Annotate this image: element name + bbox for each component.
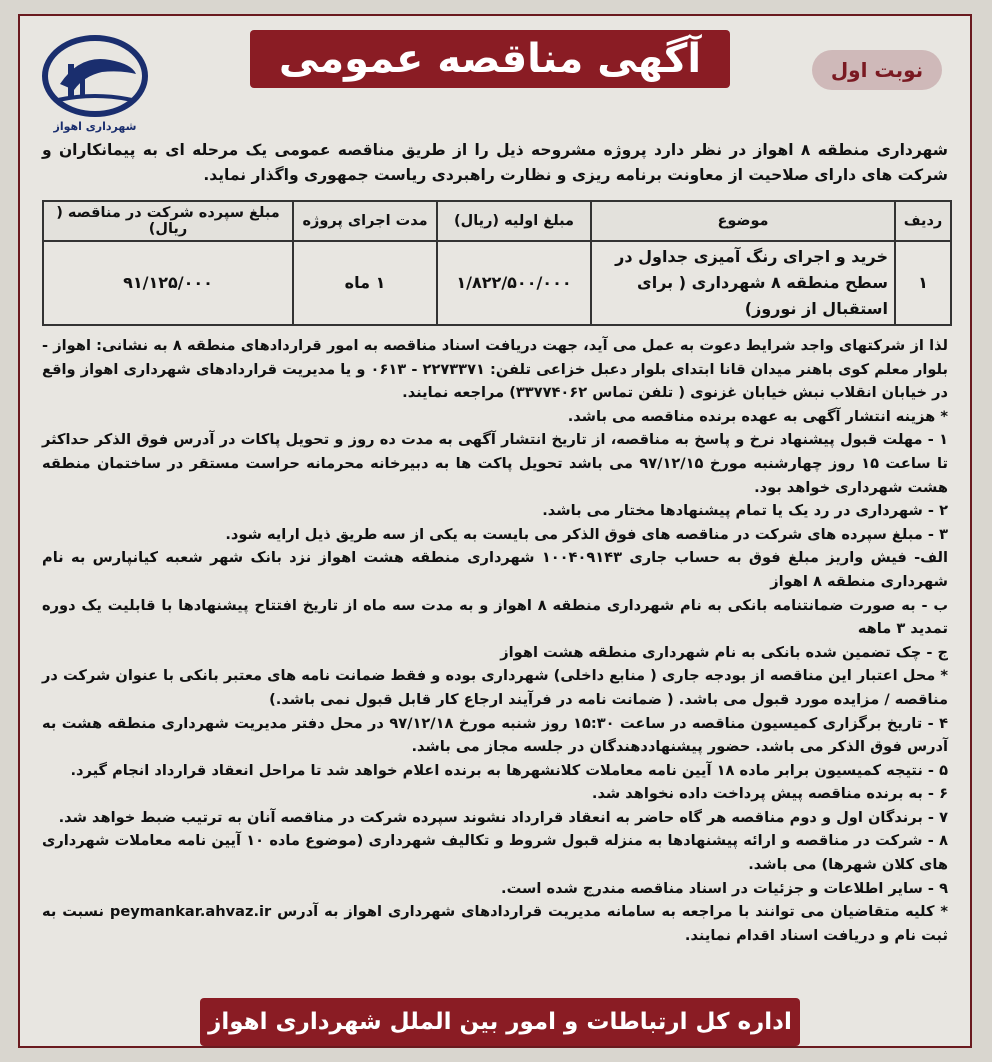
col-initial-amount: مبلغ اولیه (ریال) [437,201,591,241]
emblem-icon [40,34,150,120]
item-3b: ب - به صورت ضمانتنامه بانکی به نام شهرداری منطقه ۸ اهواز و به مدت سه ماه از تاریخ افتتاح پیشنهادها با قابلیت یک دوره تمدید ۳ ماهه [42,596,949,638]
item-3a: الف- فیش واریز مبلغ فوق به حساب جاری ۱۰۰۴۰۹۱۴۳ شهرداری منطقه هشت اهواز نزد بانک شهر شعبه کیانپارس به نام شهرداری منطقه ۸ اهواز [42,549,948,590]
item-6: ۶ - به برنده مناقصه پیش پرداخت داده نخواهد شد. [591,785,948,803]
paragraph-budget: * محل اعتبار این مناقصه از بودجه جاری ( منابع داخلی) شهرداری بوده و فقط ضمانت نامه های معتبر بانکی با عنوان شرکت در مناقصه / مزایده مورد قبول می باشد. ( ضمانت نامه در فرآیند ارجاع کار قابل قبول نمی باشد.) [41,667,948,708]
item-5: ۵ - نتیجه کمیسیون برابر ماده ۱۸ آیین نامه معاملات کلانشهرها به برنده اعلام خواهد شد تا مراحل انعقاد قرارداد انجام گیرد. [70,761,948,779]
notice-body [42,334,948,947]
cell-initial-amount: ۱/۸۲۲/۵۰۰/۰۰۰ [437,241,591,325]
cell-row: ۱ [895,241,951,325]
item-4: ۴ - تاریخ برگزاری کمیسیون مناقصه در ساعت ۱۵:۳۰ روز شنبه مورخ ۹۷/۱۲/۱۸ در محل دفتر مدیریت شهرداری منطقه هشت به آدرس فوق الذکر می باشد. حضور پیشنهاددهندگان در جلسه مجاز می باشد. [42,714,948,756]
paragraph-fee: * هزینه انتشار آگهی به عهده برنده مناقصه می باشد. [567,407,948,425]
paragraph-registration [42,900,948,947]
table-row [43,241,951,325]
cell-duration: ۱ ماه [293,241,437,325]
cell-deposit: ۹۱/۱۲۵/۰۰۰ [43,241,293,325]
item-3c: ج - چک تضمین شده بانکی به نام شهرداری منطقه هشت اهواز [500,643,948,661]
item-3: ۳ - مبلغ سپرده های شرکت در مناقصه های فوق الذکر می بایست به یکی از سه طریق ذیل ارایه شود. [225,525,948,543]
page-title: آگهی مناقصه عمومی [250,30,730,88]
cell-subject: خرید و اجرای رنگ آمیزی جداول در سطح منطقه ۸ شهرداری ( برای استقبال از نوروز) [591,241,895,325]
col-duration: مدت اجرای پروژه [293,201,437,241]
logo-caption: شهرداری اهواز [53,120,137,133]
col-row: ردیف [895,201,951,241]
item-8: ۸ - شرکت در مناقصه و ارائه پیشنهادها به منزله قبول شروط و تکالیف شهرداری (موضوع ماده ۱۰ آیین نامه معاملات شهرداری های کلان شهرها) می باشد. [42,832,948,874]
registration-text-start: * کلیه متقاضیان می توانند با مراجعه به سامانه مدیریت قراردادهای شهرداری اهواز به آدرس [277,903,948,921]
registration-text-end: نسبت به ثبت نام و دریافت اسناد اقدام نمایند. [42,903,948,944]
notice-page [18,14,972,1048]
table-header-row [43,201,951,241]
municipality-logo [40,34,150,134]
paragraph-contact: لذا از شرکتهای واجد شرایط دعوت به عمل می آید، جهت دریافت اسناد مناقصه به امور قراردادهای منطقه ۸ به نشانی: اهواز - بلوار معلم کوی باهنر میدان قانا ابتدای بلوار دعبل خزاعی تلفن: ۲۲۷۳۳۷۱ - ۰۶۱۳ و یا مدیریت قراردادهای شهرداری اهواز واقع در خیابان انقلاب نبش خیابان غزنوی ( تلفن تماس ۳۳۷۷۴۰۶۲) مراجعه نمایند. [42,337,948,402]
item-7: ۷ - برندگان اول و دوم مناقصه هر گاه حاضر به انعقاد قرارداد نشوند سپرده شرکت در مناقصه آنان به ترتیب ضبط خواهد شد. [58,808,948,826]
item-2: ۲ - شهرداری در رد یک یا تمام پیشنهادها مختار می باشد. [542,502,948,520]
col-deposit: مبلغ سپرده شرکت در مناقصه ( ریال) [43,201,293,241]
intro-paragraph: شهرداری منطقه ۸ اهواز در نظر دارد پروژه مشروحه ذیل را از طریق مناقصه عمومی یک مرحله ای به پیمانکاران و شرکت های دارای صلاحیت از معاونت برنامه ریزی و نظارت راهبردی ریاست جمهوری واگذار نماید. [42,141,948,184]
item-1: ۱ - مهلت قبول پیشنهاد نرخ و پاسخ به مناقصه، از تاریخ انتشار آگهی به مدت ده روز و تحویل پاکات در آدرس فوق الذکر حداکثر تا ساعت ۱۵ روز چهارشنبه مورخ ۹۷/۱۲/۱۵ می باشد تحویل پاکت ها به دبیرخانه محرمانه حراست مستقر در ساختمان منطقه هشت شهرداری خواهد بود. [42,431,949,496]
round-badge: نوبت اول [812,50,942,90]
col-subject: موضوع [591,201,895,241]
registration-link[interactable]: peymankar.ahvaz.ir [109,903,272,921]
footer-banner: اداره کل ارتباطات و امور بین الملل شهرداری اهواز [200,998,800,1046]
tender-table [42,200,952,326]
item-9: ۹ - سایر اطلاعات و جزئیات در اسناد مناقصه مندرج شده است. [501,879,948,897]
